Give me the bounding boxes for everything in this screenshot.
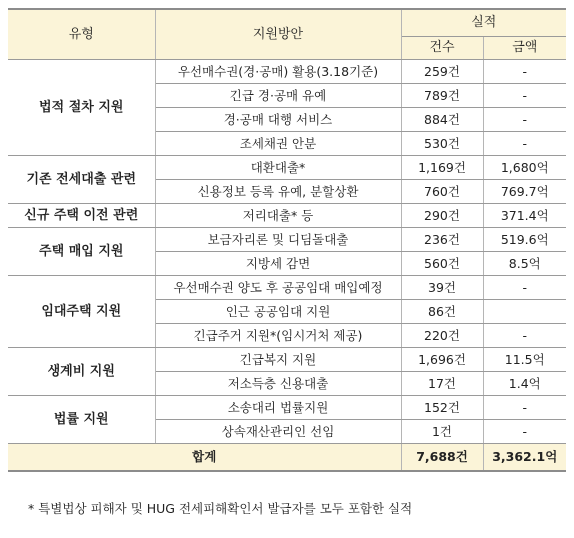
amount-cell: 1.4억 <box>483 372 566 396</box>
count-cell: 290건 <box>401 204 483 228</box>
count-cell: 789건 <box>401 84 483 108</box>
amount-cell: 11.5억 <box>483 348 566 372</box>
count-cell: 220건 <box>401 324 483 348</box>
table-row <box>8 204 566 228</box>
count-cell: 560건 <box>401 252 483 276</box>
amount-cell <box>483 300 566 324</box>
category-cell: 법적 절차 지원 <box>8 60 155 156</box>
plan-cell: 경·공매 대행 서비스 <box>155 108 401 132</box>
header-type: 유형 <box>8 9 155 60</box>
amount-cell: 769.7억 <box>483 180 566 204</box>
table-row <box>8 396 566 420</box>
count-cell: 152건 <box>401 396 483 420</box>
count-cell: 884건 <box>401 108 483 132</box>
plan-cell: 소송대리 법률지원 <box>155 396 401 420</box>
table-row <box>8 228 566 252</box>
plan-cell: 지방세 감면 <box>155 252 401 276</box>
category-cell: 주택 매입 지원 <box>8 228 155 276</box>
plan-cell: 긴급 경·공매 유예 <box>155 84 401 108</box>
count-cell: 530건 <box>401 132 483 156</box>
amount-cell: 1,680억 <box>483 156 566 180</box>
count-cell: 1,696건 <box>401 348 483 372</box>
count-cell: 1건 <box>401 420 483 444</box>
total-row <box>8 444 566 472</box>
plan-cell: 긴급주거 지원*(임시거처 제공) <box>155 324 401 348</box>
table-row <box>8 276 566 300</box>
support-results-table <box>8 8 566 472</box>
count-cell: 17건 <box>401 372 483 396</box>
category-cell: 법률 지원 <box>8 396 155 444</box>
plan-cell: 인근 공공임대 지원 <box>155 300 401 324</box>
amount-cell: - <box>483 60 566 84</box>
table-body <box>8 60 566 444</box>
amount-cell: 371.4억 <box>483 204 566 228</box>
plan-cell: 상속재산관리인 선임 <box>155 420 401 444</box>
category-cell: 임대주택 지원 <box>8 276 155 348</box>
plan-cell: 보금자리론 및 디딤돌대출 <box>155 228 401 252</box>
amount-cell: 8.5억 <box>483 252 566 276</box>
count-cell: 39건 <box>401 276 483 300</box>
plan-cell: 신용정보 등록 유예, 분할상환 <box>155 180 401 204</box>
table-row <box>8 156 566 180</box>
amount-cell: - <box>483 420 566 444</box>
plan-cell: 우선매수권(경·공매) 활용(3.18기준) <box>155 60 401 84</box>
count-cell: 236건 <box>401 228 483 252</box>
table-row <box>8 60 566 84</box>
header-plan: 지원방안 <box>155 9 401 60</box>
header-amount: 금액 <box>483 37 566 60</box>
footnote: * 특별법상 피해자 및 HUG 전세피해확인서 발급자를 모두 포함한 실적 <box>28 501 413 516</box>
count-cell: 760건 <box>401 180 483 204</box>
header-result: 실적 <box>401 9 566 37</box>
plan-cell: 긴급복지 지원 <box>155 348 401 372</box>
category-cell: 기존 전세대출 관련 <box>8 156 155 204</box>
amount-cell: - <box>483 84 566 108</box>
total-label: 합계 <box>8 444 401 472</box>
plan-cell: 대환대출* <box>155 156 401 180</box>
total-amount: 3,362.1억 <box>483 444 566 472</box>
total-count: 7,688건 <box>401 444 483 472</box>
amount-cell: - <box>483 396 566 420</box>
plan-cell: 우선매수권 양도 후 공공임대 매입예정 <box>155 276 401 300</box>
amount-cell: - <box>483 108 566 132</box>
header-count: 건수 <box>401 37 483 60</box>
category-cell: 생계비 지원 <box>8 348 155 396</box>
count-cell: 86건 <box>401 300 483 324</box>
count-cell: 1,169건 <box>401 156 483 180</box>
table-row <box>8 348 566 372</box>
count-cell: 259건 <box>401 60 483 84</box>
amount-cell: - <box>483 276 566 300</box>
plan-cell: 조세채권 안분 <box>155 132 401 156</box>
category-cell: 신규 주택 이전 관련 <box>8 204 155 228</box>
amount-cell: - <box>483 324 566 348</box>
amount-cell: 519.6억 <box>483 228 566 252</box>
plan-cell: 저소득층 신용대출 <box>155 372 401 396</box>
amount-cell: - <box>483 132 566 156</box>
plan-cell: 저리대출* 등 <box>155 204 401 228</box>
